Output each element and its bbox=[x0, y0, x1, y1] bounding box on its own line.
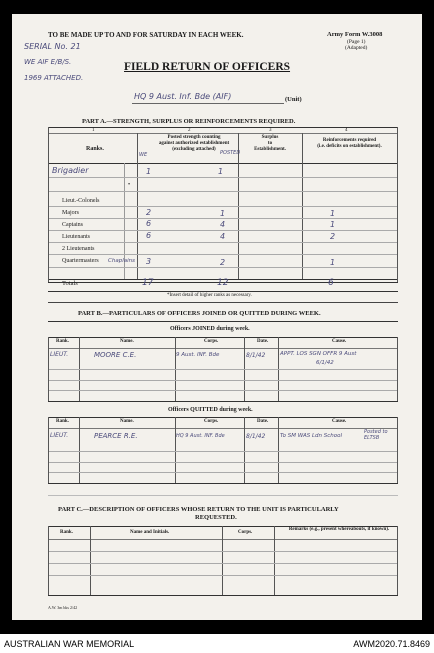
row-rank-lieutenants: Lieutenants bbox=[62, 234, 90, 240]
row-we: 1 bbox=[146, 167, 152, 176]
row-we-totals: 17 bbox=[142, 278, 154, 288]
header-posted-line2: against authorized establishment bbox=[158, 141, 230, 146]
archive-footer bbox=[0, 634, 434, 653]
quitted-corps: HQ 9 Aust. INF. Bde bbox=[176, 433, 225, 439]
joined-corps: 9 Aust. INF. Bde bbox=[176, 352, 220, 358]
row-posted-lieutenants: 4 bbox=[220, 232, 226, 241]
part-a-title: PART A.—STRENGTH, SURPLUS OR REINFORCEMENTS REQUIRED. bbox=[82, 118, 296, 125]
header-surplus-line3: Establishment. bbox=[254, 147, 286, 152]
footer-institution: AUSTRALIAN WAR MEMORIAL bbox=[4, 639, 135, 649]
header-surplus-line2: to bbox=[267, 141, 273, 146]
col-number-4: 4 bbox=[345, 128, 348, 133]
joined-col-corps: Corps. bbox=[204, 339, 219, 344]
part-c-col-remarks: Remarks (e.g., present whereabouts, if known). bbox=[288, 527, 390, 532]
quitted-col-cause: Cause. bbox=[332, 419, 347, 424]
row-posted-captains: 4 bbox=[220, 220, 226, 229]
row-rank-2-lieutenants: 2 Lieutenants bbox=[62, 246, 95, 252]
row-posted-majors: 1 bbox=[220, 209, 226, 218]
quitted-col-date: Date. bbox=[257, 419, 269, 424]
row-rank-totals: Totals bbox=[62, 280, 78, 287]
col-number-3: 3 bbox=[269, 128, 272, 133]
form-number: Army Form W.3008 bbox=[327, 31, 383, 38]
row-rank-captains: Captains bbox=[62, 222, 83, 228]
joined-cause: APPT. LOS SGN OFFR 9 Aust bbox=[280, 351, 357, 357]
header-reinf-line1: Reinforcements required bbox=[322, 138, 377, 143]
header-reinf-line2: (i.e. deficits on establishment). bbox=[317, 144, 382, 149]
row-we-captains: 6 bbox=[146, 219, 152, 228]
row-reinf-captains: 1 bbox=[330, 220, 336, 229]
part-c-col-name: Name and Initials. bbox=[130, 530, 170, 535]
part-a-footnote: *Insert detail of higher ranks as necessary. bbox=[167, 293, 252, 298]
header-ranks: Ranks. bbox=[86, 146, 104, 152]
quitted-name: PEARCE R.E. bbox=[94, 432, 138, 440]
joined-date: 8/1/42 bbox=[246, 352, 266, 359]
row-we-majors: 2 bbox=[146, 208, 152, 217]
page-title: FIELD RETURN OF OFFICERS bbox=[124, 61, 291, 73]
part-c-title-line2: REQUESTED. bbox=[195, 514, 237, 521]
footer-accession: AWM2020.71.8469 bbox=[353, 639, 430, 649]
row-asterisk: • bbox=[128, 182, 131, 188]
header-reinforcements bbox=[302, 138, 397, 150]
form-sheet bbox=[12, 14, 422, 620]
row-reinf-majors: 1 bbox=[330, 209, 336, 218]
row-reinf-totals: 6 bbox=[328, 278, 334, 288]
part-b-title: PART B.—PARTICULARS OF OFFICERS JOINED OR QUITTED DURING WEEK. bbox=[78, 310, 321, 317]
quitted-date: 8/1/42 bbox=[246, 433, 266, 440]
quitted-rank: LIEUT. bbox=[50, 432, 69, 439]
adapted-label: (Adapted) bbox=[345, 45, 368, 51]
row-posted-quartermasters: 2 bbox=[220, 258, 226, 267]
quitted-title: Officers QUITTED during week. bbox=[168, 407, 253, 413]
quitted-col-corps: Corps. bbox=[204, 419, 219, 424]
handwritten-we: WE AIF E/B/S. bbox=[24, 58, 72, 66]
col-number-2: 2 bbox=[188, 128, 191, 133]
quitted-col-name: Name. bbox=[120, 419, 134, 424]
row-rank-majors: Majors bbox=[62, 210, 79, 216]
unit-value: HQ 9 Aust. Inf. Bde (AIF) bbox=[134, 92, 232, 101]
header-posted-line1: Posted strength counting bbox=[167, 135, 221, 140]
part-c-col-rank: Rank. bbox=[60, 530, 73, 535]
joined-col-cause: Cause. bbox=[332, 339, 347, 344]
row-we-lieutenants: 6 bbox=[146, 231, 152, 240]
header-surplus bbox=[238, 135, 302, 153]
row-rank-lieut-colonels: Lieut.-Colonels bbox=[62, 198, 100, 204]
print-code: A.W. 3m bks 2/42 bbox=[48, 605, 78, 610]
we-note: WE bbox=[139, 152, 148, 158]
part-c-title-line1: PART C.—DESCRIPTION OF OFFICERS WHOSE RETURN TO THE UNIT IS PARTICULARLY bbox=[58, 506, 339, 513]
joined-name: MOORE C.E. bbox=[94, 351, 137, 359]
joined-col-date: Date. bbox=[257, 339, 269, 344]
joined-rank: LIEUT. bbox=[50, 351, 69, 358]
joined-col-name: Name. bbox=[120, 339, 134, 344]
row-reinf-quartermasters: 1 bbox=[330, 258, 336, 267]
page-number: (Page 1) bbox=[347, 39, 366, 45]
row-reinf-lieutenants: 2 bbox=[330, 232, 336, 241]
quitted-cause-posted: Posted to ELTSB bbox=[364, 429, 388, 441]
instruction-text: TO BE MADE UP TO AND FOR SATURDAY IN EACH WEEK. bbox=[48, 31, 244, 39]
handwritten-serial: SERIAL No. 21 bbox=[24, 42, 81, 51]
row-we-quartermasters: 3 bbox=[146, 257, 152, 266]
row-posted-totals: 12 bbox=[217, 278, 229, 288]
joined-title: Officers JOINED during week. bbox=[170, 326, 250, 332]
joined-col-rank: Rank. bbox=[56, 339, 69, 344]
header-posted-line3: (excluding attached) bbox=[172, 147, 216, 152]
row-posted: 1 bbox=[218, 167, 224, 176]
handwritten-attached: 1969 ATTACHED. bbox=[24, 74, 84, 82]
quitted-cause: To SM WAS Ldn School bbox=[280, 433, 342, 439]
unit-label: (Unit) bbox=[285, 96, 302, 103]
header-surplus-line1: Surplus bbox=[261, 135, 279, 140]
row-rank-quartermasters: Quartermasters bbox=[62, 258, 99, 264]
qm-note: Chaplains bbox=[108, 258, 135, 264]
part-c-col-corps: Corps. bbox=[238, 530, 253, 535]
quitted-col-rank: Rank. bbox=[56, 419, 69, 424]
row-rank: Brigadier bbox=[52, 166, 89, 175]
col-number-1: 1 bbox=[92, 128, 95, 133]
joined-cause-date: 6/1/42 bbox=[316, 360, 334, 366]
posted-note: POSTED bbox=[220, 150, 241, 156]
